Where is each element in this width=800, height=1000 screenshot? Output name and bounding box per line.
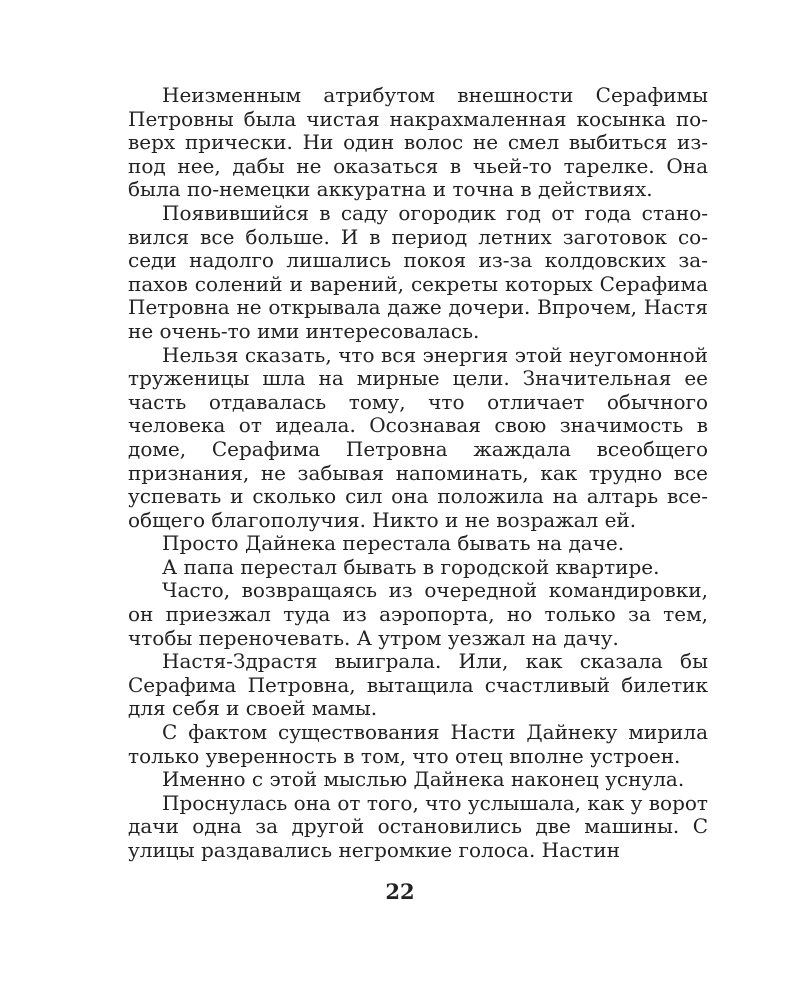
paragraph: Настя-Здрастя выиграла. Или, как сказала бы Серафима Петровна, вытащила счастливый билетик для себя и своей мамы. <box>128 649 708 721</box>
paragraph: Неизменным атрибутом внешности Серафимы Петровны была чистая накрахмаленная косынка поверх прически. Ни один волос не смел выбиться изпод нее, дабы не оказаться в чьей-то тарелке. Она была по-немецки аккуратна и точна в действиях. <box>128 83 708 202</box>
page-number: 22 <box>385 879 415 904</box>
paragraph: Проснулась она от того, что услышала, как у ворот дачи одна за другой остановились две машины. С улицы раздавались негромкие голоса. Настин <box>128 790 708 862</box>
paragraph: Появившийся в саду огородик год от года становился все больше. И в период летних заготовок соседи надолго лишались покоя из-за колдовских запахов солений и варений, секреты которых Серафима Петровна не открывала даже дочери. Впрочем, Настя не очень-то ими интересовалась. <box>128 200 708 343</box>
paragraph: Просто Дайнека перестала бывать на даче. <box>162 531 625 556</box>
body-text <box>128 84 708 863</box>
paragraph: Часто, возвращаясь из очередной командировки, он приезжал туда из аэропорта, но только за тем, чтобы переночевать. А утром уезжал на дачу. <box>128 578 708 650</box>
paragraph: Нельзя сказать, что вся энергия этой неугомонной труженицы шла на мирные цели. Значительная ее часть отдавалась тому, что отличает обычного человека от идеала. Осознавая свою значимость в доме, Серафима Петровна жаждала всеобщего признания, не забывая напоминать, как трудно все успевать и сколько сил она положила на алтарь всеобщего благополучия. Никто и не возражал ей. <box>128 342 708 532</box>
paragraph: Именно с этой мыслью Дайнека наконец уснула. <box>162 767 685 792</box>
paragraph: С фактом существования Насти Дайнеку мирила только уверенность в том, что отец вполне устроен. <box>128 720 708 768</box>
paragraph: А папа перестал бывать в городской квартире. <box>162 554 660 579</box>
